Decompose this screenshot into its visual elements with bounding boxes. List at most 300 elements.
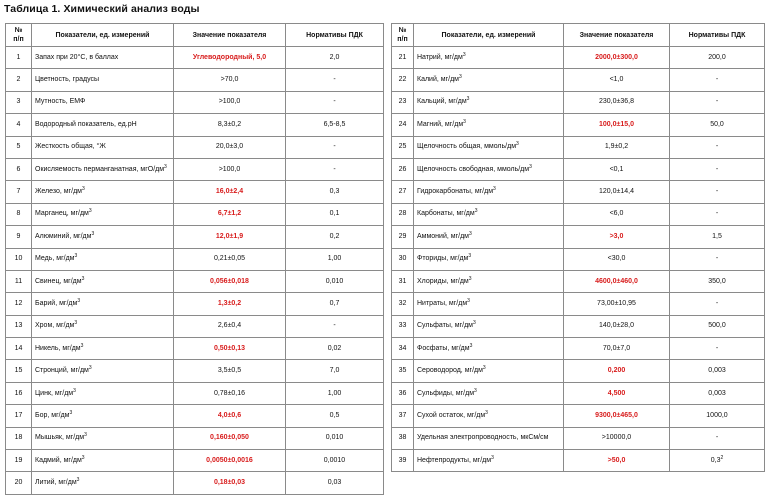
table-row bbox=[6, 315, 384, 337]
row-number: 16 bbox=[14, 389, 23, 397]
parameter-cell bbox=[414, 203, 564, 225]
value-cell bbox=[564, 181, 670, 203]
unit-superscript: 3 bbox=[474, 208, 478, 215]
parameter-name: Нефтепродукты, мг/дм bbox=[417, 456, 492, 464]
parameter-cell bbox=[414, 270, 564, 292]
measured-value: Углеводородный, 5,0 bbox=[192, 53, 267, 61]
parameter-cell bbox=[32, 203, 174, 225]
unit-superscript: 3 bbox=[468, 275, 472, 282]
norm-value: - bbox=[715, 188, 719, 196]
norm-value: 0,003 bbox=[708, 389, 726, 397]
table-row bbox=[392, 382, 765, 404]
row-number: 14 bbox=[14, 344, 23, 352]
value-cell bbox=[564, 226, 670, 248]
parameter-cell bbox=[414, 181, 564, 203]
unit-superscript: 3 bbox=[482, 365, 486, 372]
row-number-cell bbox=[6, 405, 32, 427]
measured-value: >100,0 bbox=[218, 165, 241, 173]
parameter-name: Медь, мг/дм bbox=[35, 255, 75, 263]
table-row bbox=[6, 293, 384, 315]
value-cell bbox=[564, 136, 670, 158]
norm-value: 500,0 bbox=[708, 322, 726, 330]
norm-cell bbox=[670, 136, 765, 158]
norm-value: 50,0 bbox=[710, 120, 724, 128]
norm-value: - bbox=[715, 434, 719, 442]
measured-value: 0,200 bbox=[607, 367, 626, 375]
norm-value: 0,2 bbox=[329, 232, 340, 240]
unit-superscript: 3 bbox=[474, 387, 477, 394]
norm-cell bbox=[286, 158, 384, 180]
table-body-left bbox=[6, 47, 384, 495]
norm-value: - bbox=[715, 344, 719, 352]
table-row bbox=[6, 114, 384, 136]
row-number-cell bbox=[6, 91, 32, 113]
unit-superscript: 3 bbox=[74, 320, 78, 327]
norm-value: 1,00 bbox=[327, 255, 342, 263]
parameter-name: Железо, мг/дм bbox=[35, 188, 82, 196]
measured-value: 140,0±28,0 bbox=[599, 322, 634, 330]
row-number: 30 bbox=[398, 255, 407, 263]
row-number: 33 bbox=[398, 322, 407, 330]
row-number: 18 bbox=[14, 434, 23, 442]
parameter-cell bbox=[414, 293, 564, 315]
value-cell bbox=[174, 338, 286, 360]
row-number-cell bbox=[392, 47, 414, 69]
row-number: 11 bbox=[14, 277, 23, 285]
parameter-cell bbox=[32, 91, 174, 113]
parameter-name: Кальций, мг/дм bbox=[417, 98, 467, 106]
table-row bbox=[6, 203, 384, 225]
row-number-cell bbox=[392, 226, 414, 248]
row-number-cell bbox=[392, 203, 414, 225]
measured-value: <30,0 bbox=[607, 255, 626, 263]
parameter-name: Сухой остаток, мг/дм bbox=[417, 411, 486, 419]
row-number: 8 bbox=[16, 210, 21, 218]
row-number: 23 bbox=[398, 98, 407, 106]
parameter-name: Щелочность общая, ммоль/дм bbox=[417, 143, 517, 151]
measured-value: 0,78±0,16 bbox=[213, 389, 246, 397]
row-number-cell bbox=[6, 114, 32, 136]
parameter-name: Аммоний, мг/дм bbox=[417, 232, 469, 240]
table-row bbox=[392, 69, 765, 91]
table-row bbox=[392, 248, 765, 270]
header-norm: Нормативы ПДК bbox=[286, 24, 384, 47]
norm-value: - bbox=[333, 76, 336, 84]
measured-value: 0,21±0,05 bbox=[213, 255, 246, 263]
unit-superscript: 3 bbox=[493, 186, 496, 193]
row-number-cell bbox=[392, 69, 414, 91]
value-cell bbox=[174, 158, 286, 180]
norm-cell bbox=[670, 69, 765, 91]
row-number-cell bbox=[392, 338, 414, 360]
row-number: 24 bbox=[398, 120, 407, 128]
value-cell bbox=[174, 47, 286, 69]
table-row bbox=[392, 158, 765, 180]
unit-superscript: 3 bbox=[468, 230, 472, 237]
value-cell bbox=[174, 270, 286, 292]
parameter-cell bbox=[414, 69, 564, 91]
row-number: 2 bbox=[16, 76, 21, 84]
norm-value: - bbox=[715, 98, 719, 106]
row-number-cell bbox=[6, 472, 32, 494]
row-number-cell bbox=[392, 181, 414, 203]
row-number-cell bbox=[392, 427, 414, 449]
value-cell bbox=[564, 360, 670, 382]
row-number: 39 bbox=[398, 456, 407, 464]
value-cell bbox=[564, 450, 670, 472]
value-cell bbox=[564, 248, 670, 270]
parameter-cell bbox=[414, 114, 564, 136]
value-cell bbox=[564, 114, 670, 136]
norm-value: - bbox=[333, 322, 336, 330]
row-number-cell bbox=[6, 360, 32, 382]
measured-value: 4600,0±460,0 bbox=[595, 277, 638, 285]
row-number-cell bbox=[6, 338, 32, 360]
table-row bbox=[392, 203, 765, 225]
norm-cell bbox=[286, 47, 384, 69]
row-number-cell bbox=[6, 427, 32, 449]
measured-value: 0,50±0,13 bbox=[213, 344, 246, 352]
parameter-cell bbox=[32, 472, 174, 494]
row-number: 13 bbox=[14, 322, 23, 330]
unit-superscript: 3 bbox=[469, 342, 473, 349]
value-cell bbox=[174, 181, 286, 203]
parameter-cell bbox=[32, 158, 174, 180]
row-number-cell bbox=[392, 360, 414, 382]
row-number-cell bbox=[6, 226, 32, 248]
row-number: 31 bbox=[398, 277, 407, 285]
row-number: 35 bbox=[398, 367, 407, 375]
table-row bbox=[392, 226, 765, 248]
parameter-name: Цветность, градусы bbox=[35, 76, 100, 84]
parameter-name: Запах при 20°С, в баллах bbox=[35, 53, 119, 61]
table-row bbox=[392, 293, 765, 315]
measured-value: 70,0±7,0 bbox=[602, 344, 631, 352]
row-number: 12 bbox=[14, 299, 23, 307]
measured-value: 1,3±0,2 bbox=[217, 299, 242, 307]
table-row bbox=[392, 315, 765, 337]
unit-superscript: 3 bbox=[81, 186, 85, 193]
parameter-cell bbox=[32, 360, 174, 382]
table-row bbox=[6, 248, 384, 270]
value-cell bbox=[174, 360, 286, 382]
norm-value: - bbox=[333, 143, 336, 151]
unit-superscript: 3 bbox=[81, 454, 85, 461]
table-body-right bbox=[392, 47, 765, 472]
measured-value: 8,3±0,2 bbox=[217, 120, 242, 128]
parameter-cell bbox=[414, 315, 564, 337]
row-number: 1 bbox=[16, 53, 21, 61]
unit-superscript: 3 bbox=[463, 118, 466, 125]
parameter-cell bbox=[32, 270, 174, 292]
norm-value: - bbox=[715, 143, 719, 151]
parameter-name: Фосфаты, мг/дм bbox=[417, 344, 470, 352]
norm-value: 350,0 bbox=[708, 277, 726, 285]
unit-superscript: 3 bbox=[468, 253, 472, 260]
parameter-name: Щелочность свободная, ммоль/дм bbox=[417, 165, 530, 173]
table-row bbox=[392, 114, 765, 136]
unit-superscript: 3 bbox=[73, 387, 76, 394]
table-row bbox=[6, 226, 384, 248]
norm-value: 0,02 bbox=[327, 344, 342, 352]
norm-cell bbox=[670, 360, 765, 382]
norm-cell bbox=[670, 382, 765, 404]
parameter-cell bbox=[32, 338, 174, 360]
table-row bbox=[6, 91, 384, 113]
parameter-cell bbox=[32, 450, 174, 472]
parameter-name: Нитраты, мг/дм bbox=[417, 299, 468, 307]
row-number-cell bbox=[392, 158, 414, 180]
norm-cell bbox=[670, 248, 765, 270]
measured-value: 230,0±36,8 bbox=[599, 98, 634, 106]
norm-value: - bbox=[715, 299, 719, 307]
parameter-name: Удельная электропроводность, мкСм/см bbox=[417, 434, 549, 442]
value-cell bbox=[174, 226, 286, 248]
measured-value: >70,0 bbox=[220, 76, 239, 84]
parameter-cell bbox=[32, 248, 174, 270]
norm-value: 0,1 bbox=[329, 210, 340, 218]
unit-superscript: 3 bbox=[80, 342, 84, 349]
unit-superscript: 3 bbox=[74, 253, 78, 260]
parameter-name: Сероводород, мг/дм bbox=[417, 367, 483, 375]
value-cell bbox=[174, 69, 286, 91]
norm-value: 0,010 bbox=[325, 434, 344, 442]
measured-value: 16,0±2,4 bbox=[215, 188, 244, 196]
norm-value: 0,003 bbox=[708, 367, 726, 375]
norm-value: 1,00 bbox=[327, 389, 342, 397]
row-number-cell bbox=[6, 270, 32, 292]
value-cell bbox=[564, 427, 670, 449]
row-number-cell bbox=[392, 450, 414, 472]
norm-value: - bbox=[715, 76, 719, 84]
norm-cell bbox=[670, 203, 765, 225]
parameter-name: Жесткость общая, °Ж bbox=[35, 143, 106, 151]
measured-value: <1,0 bbox=[609, 76, 624, 84]
table-header-row bbox=[6, 24, 384, 47]
parameter-name: Фториды, мг/дм bbox=[417, 255, 469, 263]
unit-superscript: 3 bbox=[164, 163, 167, 170]
measured-value: 0,160±0,050 bbox=[210, 434, 249, 442]
unit-superscript: 3 bbox=[485, 409, 488, 416]
parameter-name: Мутность, ЕМФ bbox=[35, 98, 86, 106]
norm-value: - bbox=[715, 255, 719, 263]
unit-superscript: 3 bbox=[81, 275, 85, 282]
measured-value: 2000,0±300,0 bbox=[595, 53, 638, 61]
norm-cell bbox=[286, 248, 384, 270]
measured-value: 1,9±0,2 bbox=[604, 143, 629, 151]
measured-value: 2,6±0,4 bbox=[217, 322, 242, 330]
norm-value: 1000,0 bbox=[706, 411, 728, 419]
value-cell bbox=[174, 114, 286, 136]
row-number: 29 bbox=[398, 232, 407, 240]
row-number: 15 bbox=[14, 367, 23, 375]
norm-value: 0,3 bbox=[710, 456, 721, 464]
value-cell bbox=[564, 382, 670, 404]
value-cell bbox=[174, 427, 286, 449]
parameter-name: Бор, мг/дм bbox=[35, 411, 70, 419]
row-number-cell bbox=[6, 248, 32, 270]
parameter-cell bbox=[32, 405, 174, 427]
unit-superscript: 3 bbox=[76, 477, 80, 484]
table-row bbox=[392, 338, 765, 360]
parameter-cell bbox=[414, 405, 564, 427]
row-number-cell bbox=[392, 91, 414, 113]
measured-value: <0,1 bbox=[609, 165, 624, 173]
unit-superscript: 3 bbox=[88, 208, 92, 215]
norm-value: - bbox=[715, 165, 719, 173]
measured-value: >50,0 bbox=[607, 456, 626, 464]
header-norm: Нормативы ПДК bbox=[670, 24, 765, 47]
water-analysis-table-right bbox=[391, 23, 765, 472]
parameter-cell bbox=[414, 450, 564, 472]
norm-value: 0,3 bbox=[329, 188, 340, 196]
parameter-name: Барий, мг/дм bbox=[35, 299, 78, 307]
measured-value: 73,00±10,95 bbox=[597, 299, 636, 307]
row-number: 4 bbox=[16, 120, 21, 128]
table-row bbox=[6, 181, 384, 203]
parameter-name: Магний, мг/дм bbox=[417, 120, 464, 128]
norm-cell bbox=[670, 181, 765, 203]
value-cell bbox=[564, 91, 670, 113]
norm-value: 2,0 bbox=[329, 53, 340, 61]
parameter-name: Сульфаты, мг/дм bbox=[417, 322, 473, 330]
value-cell bbox=[174, 248, 286, 270]
value-cell bbox=[174, 382, 286, 404]
parameter-name: Хром, мг/дм bbox=[35, 322, 75, 330]
norm-cell bbox=[286, 203, 384, 225]
value-cell bbox=[564, 203, 670, 225]
table-row bbox=[6, 382, 384, 404]
row-number: 32 bbox=[398, 299, 407, 307]
parameter-name: Литий, мг/дм bbox=[35, 479, 77, 487]
row-number: 19 bbox=[14, 456, 23, 464]
norm-cell bbox=[670, 405, 765, 427]
measured-value: 12,0±1,9 bbox=[215, 232, 244, 240]
unit-superscript: 3 bbox=[88, 365, 92, 372]
table-row bbox=[6, 136, 384, 158]
measured-value: 120,0±14,4 bbox=[599, 188, 634, 196]
value-cell bbox=[174, 450, 286, 472]
row-number: 36 bbox=[398, 389, 407, 397]
table-row bbox=[392, 427, 765, 449]
norm-value: 200,0 bbox=[708, 53, 726, 61]
row-number: 26 bbox=[398, 165, 407, 173]
measured-value: >3,0 bbox=[609, 232, 624, 240]
value-cell bbox=[564, 338, 670, 360]
measured-value: 4,500 bbox=[607, 389, 626, 397]
header-num-line2: п/п bbox=[13, 36, 24, 43]
parameter-name: Цинк, мг/дм bbox=[35, 389, 74, 397]
parameter-cell bbox=[414, 226, 564, 248]
parameter-cell bbox=[414, 248, 564, 270]
header-param: Показатели, ед. измерений bbox=[32, 24, 174, 47]
parameter-cell bbox=[414, 360, 564, 382]
row-number: 28 bbox=[398, 210, 407, 218]
table-row bbox=[6, 405, 384, 427]
table-row bbox=[6, 472, 384, 494]
parameter-cell bbox=[32, 293, 174, 315]
measured-value: 0,18±0,03 bbox=[213, 479, 246, 487]
header-value: Значение показателя bbox=[174, 24, 286, 47]
value-cell bbox=[564, 293, 670, 315]
value-cell bbox=[174, 91, 286, 113]
table-row bbox=[392, 136, 765, 158]
row-number-cell bbox=[6, 136, 32, 158]
unit-superscript: 3 bbox=[529, 163, 532, 170]
value-cell bbox=[174, 472, 286, 494]
measured-value: <6,0 bbox=[609, 210, 624, 218]
norm-value: - bbox=[715, 210, 719, 218]
row-number-cell bbox=[392, 405, 414, 427]
norm-cell bbox=[286, 315, 384, 337]
norm-cell bbox=[670, 47, 765, 69]
norm-value: 0,5 bbox=[329, 411, 340, 419]
measured-value: 6,7±1,2 bbox=[217, 210, 242, 218]
norm-cell bbox=[286, 405, 384, 427]
row-number: 7 bbox=[16, 188, 21, 196]
measured-value: 0,056±0,018 bbox=[210, 277, 249, 285]
parameter-name: Стронций, мг/дм bbox=[35, 367, 89, 375]
parameter-cell bbox=[32, 136, 174, 158]
measured-value: 0,0050±0,0016 bbox=[206, 456, 253, 464]
parameter-cell bbox=[32, 181, 174, 203]
row-number: 10 bbox=[14, 255, 23, 263]
header-num bbox=[392, 24, 414, 47]
norm-value: - bbox=[333, 98, 336, 106]
row-number-cell bbox=[6, 293, 32, 315]
measured-value: 100,0±15,0 bbox=[599, 120, 634, 128]
parameter-name: Натрий, мг/дм bbox=[417, 53, 463, 61]
parameter-cell bbox=[414, 136, 564, 158]
norm-cell bbox=[286, 91, 384, 113]
norm-cell bbox=[670, 293, 765, 315]
parameter-cell bbox=[32, 315, 174, 337]
parameter-name: Свинец, мг/дм bbox=[35, 277, 82, 285]
norm-cell bbox=[670, 427, 765, 449]
table-row bbox=[392, 450, 765, 472]
norm-value: 0,010 bbox=[325, 277, 344, 285]
row-number: 17 bbox=[14, 411, 23, 419]
table-row bbox=[392, 270, 765, 292]
row-number-cell bbox=[6, 203, 32, 225]
row-number: 6 bbox=[16, 165, 21, 173]
norm-cell bbox=[286, 293, 384, 315]
parameter-cell bbox=[32, 226, 174, 248]
parameter-name: Мышьяк, мг/дм bbox=[35, 434, 85, 442]
norm-cell bbox=[286, 181, 384, 203]
parameter-cell bbox=[414, 91, 564, 113]
norm-value: - bbox=[333, 165, 336, 173]
unit-superscript: 3 bbox=[516, 141, 519, 148]
parameter-name: Кадмий, мг/дм bbox=[35, 456, 82, 464]
norm-cell bbox=[286, 69, 384, 91]
header-num-line1: № bbox=[398, 27, 407, 34]
row-number-cell bbox=[6, 382, 32, 404]
row-number-cell bbox=[392, 248, 414, 270]
row-number: 5 bbox=[16, 143, 21, 151]
norm-cell bbox=[286, 114, 384, 136]
measured-value: 3,5±0,5 bbox=[217, 367, 242, 375]
header-value: Значение показателя bbox=[564, 24, 670, 47]
value-cell bbox=[174, 136, 286, 158]
unit-superscript: 3 bbox=[467, 297, 470, 304]
parameter-cell bbox=[414, 158, 564, 180]
parameter-cell bbox=[414, 382, 564, 404]
norm-cell bbox=[670, 450, 765, 472]
row-number: 27 bbox=[398, 188, 407, 196]
norm-cell bbox=[286, 472, 384, 494]
norm-cell bbox=[286, 270, 384, 292]
